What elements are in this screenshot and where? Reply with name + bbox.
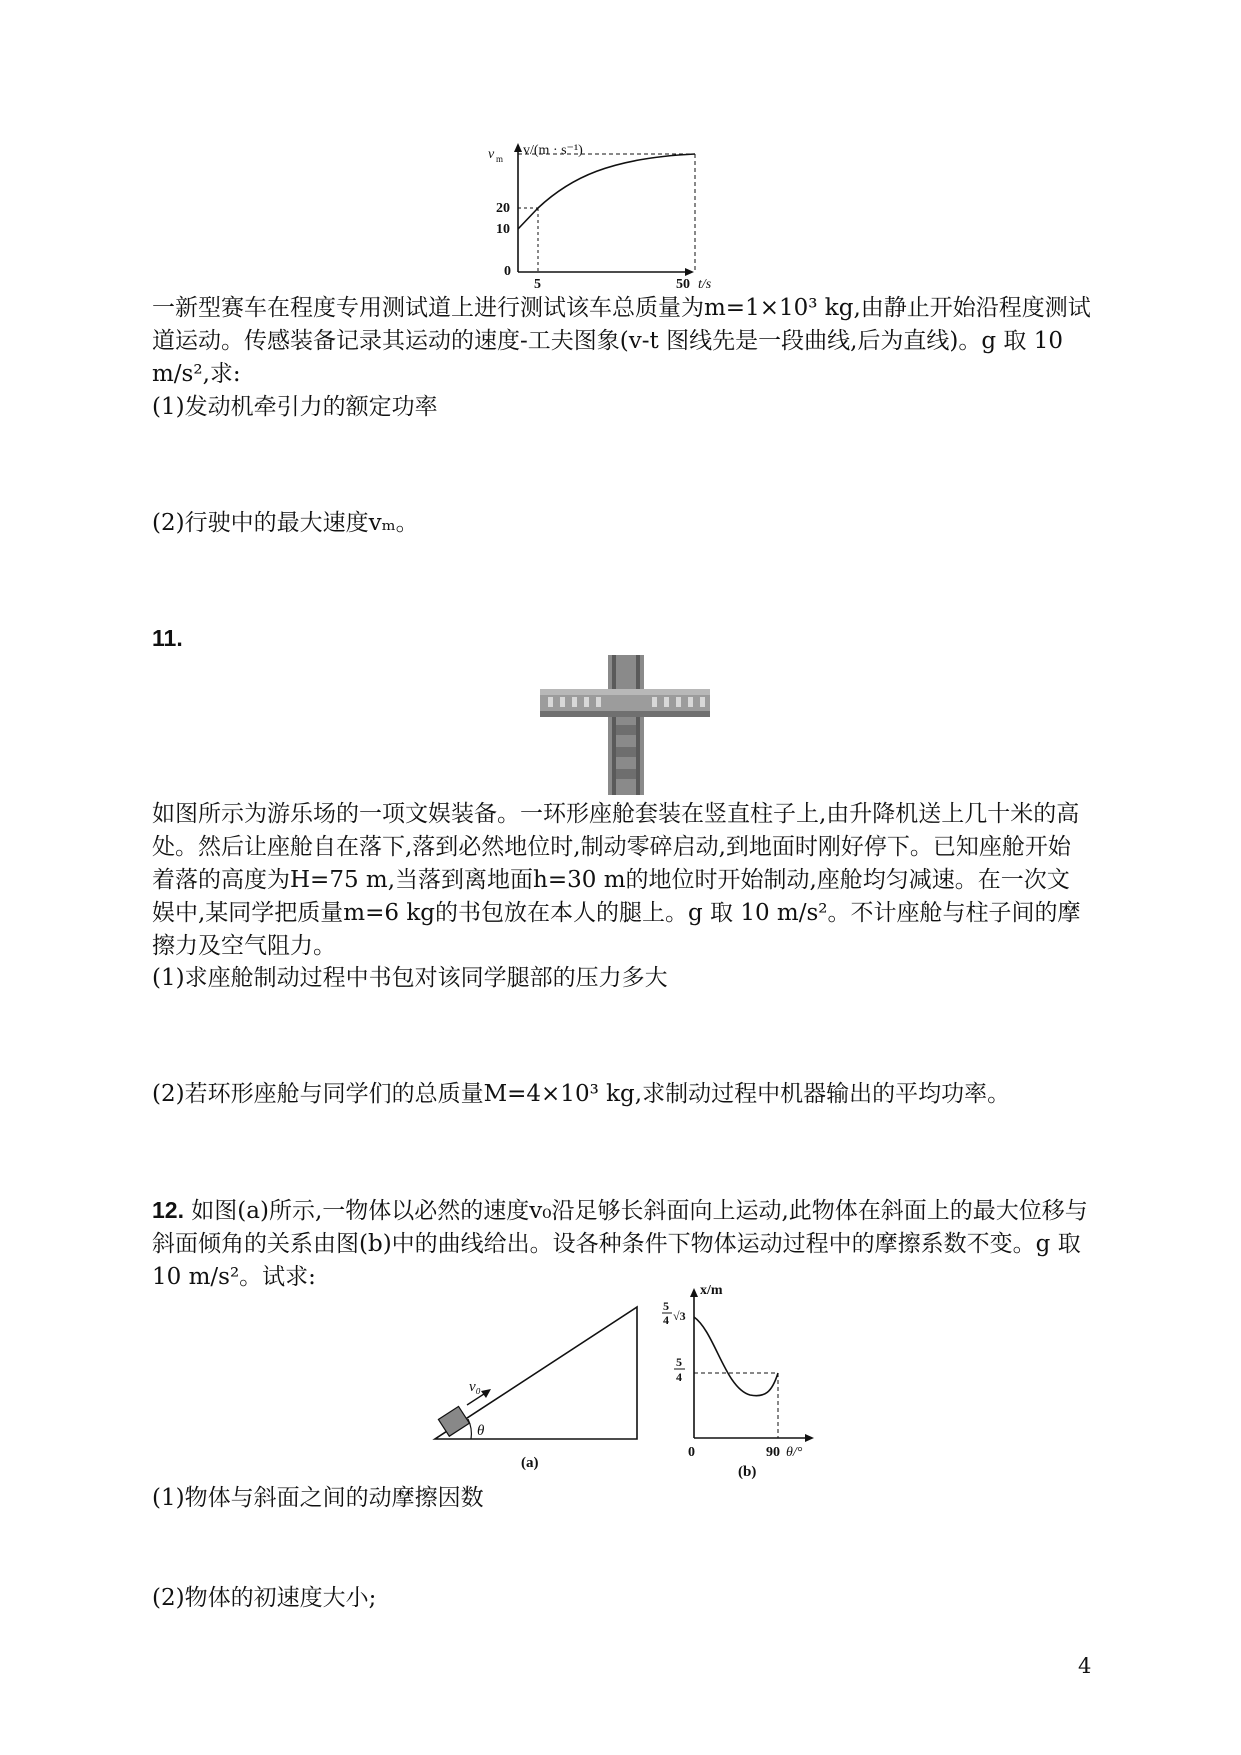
fig-a-v0: v₀ <box>469 1379 481 1395</box>
vt-origin: 0 <box>504 264 511 279</box>
fig-b-tick-90: 90 <box>766 1445 780 1460</box>
fig-b-top-num: 5 <box>663 1299 669 1313</box>
vt-vm-label: v <box>488 147 495 162</box>
q12-body: 如图(a)所示,一物体以必然的速度v₀沿足够长斜面向上运动,此物体在斜面上的最大位移与斜面倾角的关系由图(b)中的曲线给出。设各种条件下物体运动过程中的摩擦系数不变。g 取 10 m/s²。试求: <box>152 1198 1089 1290</box>
fig-b-origin: 0 <box>688 1445 695 1460</box>
page-number: 4 <box>1078 1654 1092 1678</box>
q12-number: 12. <box>152 1197 184 1223</box>
q10-part1: (1)发动机牵引力的额定功率 <box>152 394 438 420</box>
fig-b-mid-num: 5 <box>676 1355 682 1369</box>
vt-vm-sub: m <box>496 154 504 164</box>
fig-a-theta: θ <box>477 1423 485 1439</box>
fig-b-axis-x: θ/° <box>786 1445 803 1460</box>
vt-axis-y-label: v/(m · s⁻¹) <box>523 143 583 158</box>
fig-b-axis-y: x/m <box>700 1283 723 1298</box>
q11-part1: (1)求座舱制动过程中书包对该同学腿部的压力多大 <box>152 965 668 991</box>
fig-b-top-den: 4 <box>663 1313 669 1327</box>
vt-tick-10: 10 <box>496 222 510 237</box>
q12-part2: (2)物体的初速度大小; <box>152 1585 377 1611</box>
q11-text: 如图所示为游乐场的一项文娱装备。一环形座舱套装在竖直柱子上,由升降机送上几十米的高处。然后让座舱自在落下,落到必然地位时,制动零碎启动,到地面时刚好停下。已知座舱开始着落的高度为H=75 m,当落到离地面h=30 m的地位时开始制动,座舱均匀减速。在一次文娱中,某同学把质量m=6 kg的书包放在本人的腿上。g 取 10 m/s²。不计座舱与柱子间的摩擦力及空气阻力。 <box>152 801 1081 959</box>
fig-b-mid-den: 4 <box>676 1370 682 1384</box>
vt-tick-20: 20 <box>496 201 510 216</box>
q10-text: 一新型赛车在程度专用测试道上进行测试该车总质量为m=1×10³ kg,由静止开始沿程度测试道运动。传感装备记录其运动的速度-工夫图象(v-t 图线先是一段曲线,后为直线)。g 取 10 m/s²,求: <box>152 295 1091 387</box>
fig-a-caption: (a) <box>521 1455 539 1471</box>
q10-part2: (2)行驶中的最大速度vₘ。 <box>152 510 419 536</box>
q11-number: 11. <box>152 625 183 651</box>
vt-graph <box>470 140 770 290</box>
incline-figure-a <box>425 1295 655 1475</box>
displacement-figure-b <box>660 1280 830 1480</box>
vt-tick-50: 50 <box>676 277 690 290</box>
fig-b-top-rad: √3 <box>673 1309 686 1323</box>
vt-axis-x-label: t/s <box>698 277 712 290</box>
q11-part2: (2)若环形座舱与同学们的总质量M=4×10³ kg,求制动过程中机器输出的平均功率。 <box>152 1081 1011 1107</box>
ride-tower-photo <box>540 655 710 795</box>
fig-b-caption: (b) <box>738 1464 757 1480</box>
q12-text <box>152 1194 1092 1294</box>
vt-tick-5: 5 <box>534 277 541 290</box>
q12-part1: (1)物体与斜面之间的动摩擦因数 <box>152 1485 484 1511</box>
